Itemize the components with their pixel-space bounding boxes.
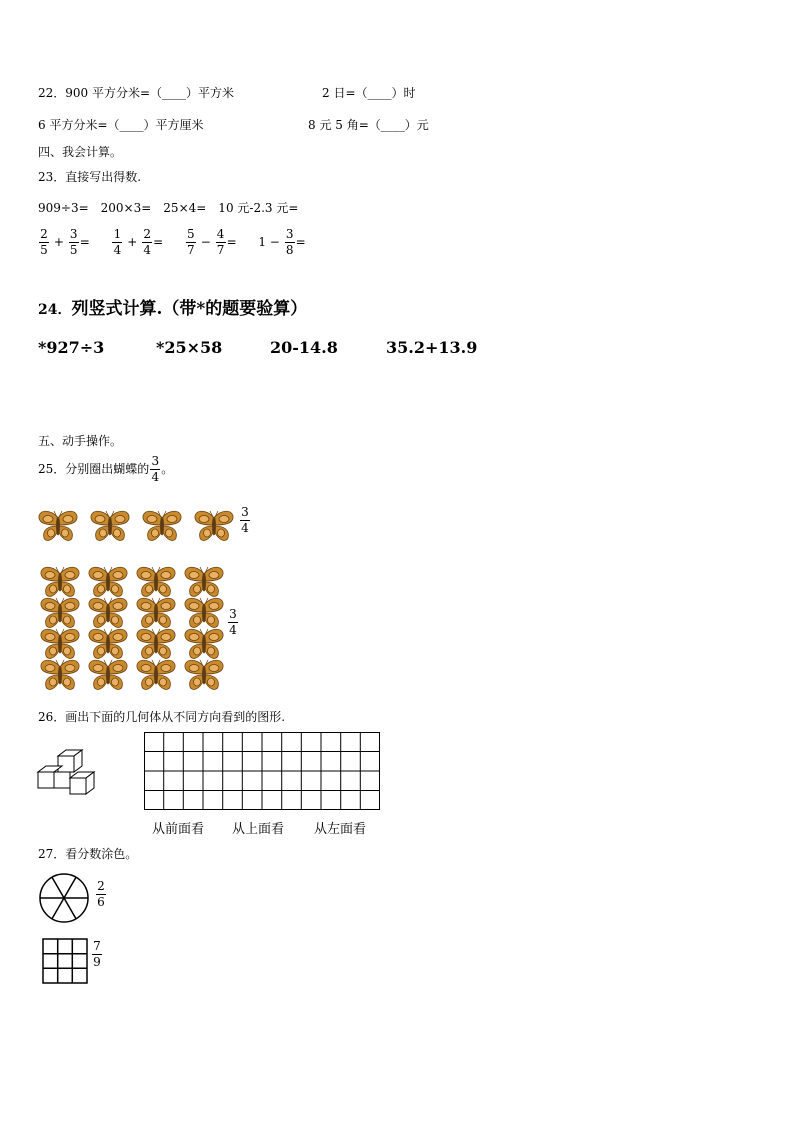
grid-nine-parts[interactable] [42, 938, 88, 984]
caption-left-view: 从左面看 [314, 822, 367, 837]
q27-title: 27．看分数涂色。 [38, 847, 138, 861]
q24-expr-1: *927÷3 [38, 338, 105, 357]
q26-drawing-grid[interactable] [144, 732, 380, 810]
q23-item-4: 1 − $\frac{3}{8}$ = [258, 227, 306, 257]
butterfly-icon[interactable] [134, 657, 178, 693]
section-five-heading: 五、动手操作。 [38, 434, 123, 448]
q23-fraction-row [38, 228, 306, 257]
q22-line2-right: 8 元 5 角=（____）元 [308, 118, 429, 132]
q25-title: 25．分别圈出蝴蝶的 $\frac{3}{4}$ 。 [38, 454, 174, 484]
butterfly-icon[interactable] [36, 508, 80, 544]
q25-group2-fraction: 3 4 [229, 607, 237, 637]
q25-group1-fraction: 3 4 [241, 505, 249, 535]
q23-item-1: $\frac{2}{5}$ + $\frac{3}{5}$ = [40, 227, 90, 257]
q22-line2-left: 6 平方分米=（____）平方厘米 [38, 118, 204, 132]
q22-line1-right: 2 日=（____）时 [322, 86, 416, 100]
section-four-heading: 四、我会计算。 [38, 145, 123, 159]
q26-title: 26．画出下面的几何体从不同方向看到的图形. [38, 710, 286, 724]
q24-title: 24．列竖式计算.（带*的题要验算） [38, 299, 308, 319]
q23-title: 23．直接写出得数. [38, 170, 142, 184]
butterfly-icon[interactable] [182, 657, 226, 693]
caption-top-view: 从上面看 [232, 822, 285, 837]
butterfly-icon[interactable] [140, 508, 184, 544]
q24-expr-3: 20-14.8 [270, 338, 338, 357]
caption-front-view: 从前面看 [152, 822, 205, 837]
cube-solid-figure [36, 748, 108, 804]
q23-row1: 909÷3= 200×3= 25×4= 10 元-2.3 元= [38, 201, 299, 215]
q23-item-3: $\frac{5}{7}$ − $\frac{4}{7}$ = [187, 227, 237, 257]
q24-expr-2: *25×58 [156, 338, 223, 357]
butterfly-icon[interactable] [86, 657, 130, 693]
butterfly-icon[interactable] [88, 508, 132, 544]
butterfly-icon[interactable] [38, 657, 82, 693]
q24-expr-4: 35.2+13.9 [386, 338, 478, 357]
circle-fraction: 2 6 [97, 879, 105, 909]
circle-six-parts[interactable] [38, 872, 90, 924]
butterfly-icon[interactable] [192, 508, 236, 544]
q22-line1-left: 22．900 平方分米=（____）平方米 [38, 86, 235, 100]
q23-item-2: $\frac{1}{4}$ + $\frac{2}{4}$ = [113, 227, 164, 257]
grid-fraction: 7 9 [93, 939, 101, 969]
